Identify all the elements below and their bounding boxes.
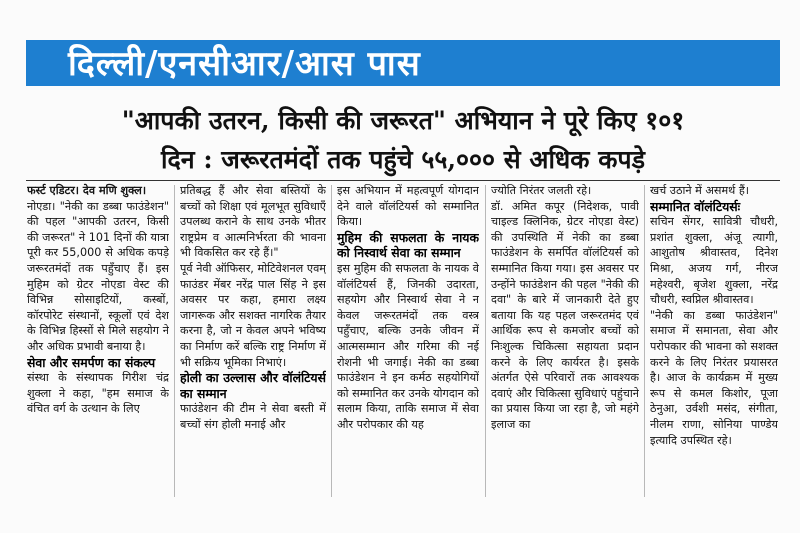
subheading-muhim: मुहिम की सफलता के नायक को निस्वार्थ सेवा का सम्मान bbox=[337, 229, 479, 261]
column-2-paragraph-3: फाउंडेशन की टीम ने सेवा बस्ती में बच्चों संग होली मनाई और bbox=[180, 402, 326, 431]
section-title: दिल्ली/एनसीआर/आस पास bbox=[68, 44, 421, 84]
headline-line-2: दिन : जरूरतमंदों तक पहुंचे ५५,००० से अधिक कपड़े bbox=[161, 145, 645, 174]
column-4-paragraph-2: डॉ. अमित कपूर (निदेशक, पावी चाइल्ड क्लिनिक, ग्रेटर नोएडा वेस्ट) की उपस्थिति में नेकी का डब्बा फाउंडेशन के समर्पित वॉलंटियर्स को सम्मानित किया गया। इस अवसर पर उन्होंने फाउंडेशन की पहल "नेकी की दवा" के बारे में जानकारी देते हुए बताया कि यह पहल जरूरतमंद एवं आर्थिक रूप से कमजोर बच्चों को निःशुल्क चिकित्सा सहायता प्रदान करने के लिए कार्यरत है। इसके अंतर्गत ऐसे परिवारों तक आवश्यक दवाएं और चिकित्सा सुविधाएं पहुंचाने का प्रयास किया जा रहा है, जो महंगे इलाज का bbox=[491, 199, 639, 431]
column-3-paragraph-1: इस अभियान में महत्वपूर्ण योगदान देने वाले वॉलंटियर्स को सम्मानित किया। bbox=[337, 184, 479, 229]
column-divider bbox=[331, 185, 332, 497]
column-4-paragraph-1: ज्योति निरंतर जलती रहे। bbox=[491, 184, 592, 197]
article-column-4 bbox=[491, 183, 639, 501]
column-5-paragraph-2: सचिन सेंगर, सावित्री चौधरी, प्रशांत शुक्ला, अंजू त्यागी, आशुतोष श्रीवास्तव, दिनेश मिश्रा, अजय गर्ग, नीरज महेश्वरी, बृजेश शुक्ला, नरेंद्र चौधरी, स्वप्निल श्रीवास्तव। bbox=[650, 215, 778, 307]
column-divider bbox=[485, 185, 486, 497]
column-divider bbox=[174, 185, 175, 497]
column-5-paragraph-1: खर्च उठाने में असमर्थ हैं। bbox=[650, 184, 750, 197]
column-1-paragraph-2: संस्था के संस्थापक गिरीश चंद्र शुक्ला ने कहा, "हम समाज के वंचित वर्ग के उत्थान के लिए bbox=[27, 371, 169, 416]
article-column-5 bbox=[650, 183, 778, 501]
column-2-paragraph-2: पूर्व नेवी ऑफिसर, मोटिवेशनल एवम् फाउंडर मेंबर नरेंद्र पाल सिंह ने इस अवसर पर कहा, हमारा लक्ष्य जागरूक और सशक्त नागरिक तैयार करना है, जो न केवल अपने भविष्य का निर्माण करें बल्कि राष्ट्र निर्माण में भी सक्रिय भूमिका निभाएं। bbox=[180, 261, 326, 369]
column-5-paragraph-3: "नेकी का डब्बा फाउंडेशन" समाज में समानता, सेवा और परोपकार की भावना को सशक्त करने के लिए निरंतर प्रयासरत है। आज के कार्यक्रम में मुख्य रूप से कमल किशोर, पूजा ठेनुआ, उर्वशी मसंद, संगीता, नीलम राणा, सोनिया पाण्डेय इत्यादि उपस्थित रहे। bbox=[650, 308, 778, 447]
article-column-1 bbox=[27, 183, 169, 501]
column-2-paragraph-1: प्रतिबद्ध हैं और सेवा बस्तियों के बच्चों को शिक्षा एवं मूलभूत सुविधाएँ उपलब्ध कराने के साथ उनके भीतर राष्ट्रप्रेम व आत्मनिर्भरता की भावना भी विकसित कर रहे हैं।" bbox=[180, 184, 326, 260]
column-divider bbox=[644, 185, 645, 497]
subheading-seva: सेवा और समर्पण का संकल्प bbox=[27, 354, 156, 370]
headline-rule bbox=[26, 180, 780, 181]
column-3-paragraph-2: इस मुहिम की सफलता के नायक वे वॉलंटियर्स हैं, जिनकी उदारता, सहयोग और निस्वार्थ सेवा ने न केवल जरूरतमंदों तक वस्त्र पहुँचाए, बल्कि उनके जीवन में आत्मसम्मान और गरिमा की नई रोशनी भी जगाई। नेकी का डब्बा फाउंडेशन ने इन कर्मठ सहयोगियों को सम्मानित कर उनके योगदान को सलाम किया, ताकि समाज में सेवा और परोपकार की यह bbox=[337, 261, 479, 431]
subheading-volunteers: सम्मानित वॉलंटियर्सः bbox=[650, 198, 741, 214]
article-column-2 bbox=[180, 183, 326, 501]
article-column-3 bbox=[337, 183, 479, 501]
byline: फर्स्ट एडिटर। देव मणि शुक्ल। bbox=[27, 184, 147, 197]
headline-line-1: "आपकी उतरन, किसी की जरूरत" अभियान ने पूरे किए १०१ bbox=[121, 106, 685, 135]
column-1-paragraph-1: नोएडा। "नेकी का डब्बा फाउंडेशन" की पहल "आपकी उतरन, किसी की जरूरत" ने 101 दिनों की यात्रा पूरी कर 55,000 से अधिक कपड़े जरूरतमंदों तक पहुँचाए हैं। इस मुहिम को ग्रेटर नोएडा वेस्ट की विभिन्न सोसाइटियों, कस्बों, कॉरपोरेट संस्थानों, स्कूलों एवं देश के विभिन्न हिस्सों से मिले सहयोग ने और अधिक प्रभावी बनाया है। bbox=[27, 199, 169, 353]
subheading-holi: होली का उल्लास और वॉलंटियर्स का सम्मान bbox=[180, 370, 326, 401]
